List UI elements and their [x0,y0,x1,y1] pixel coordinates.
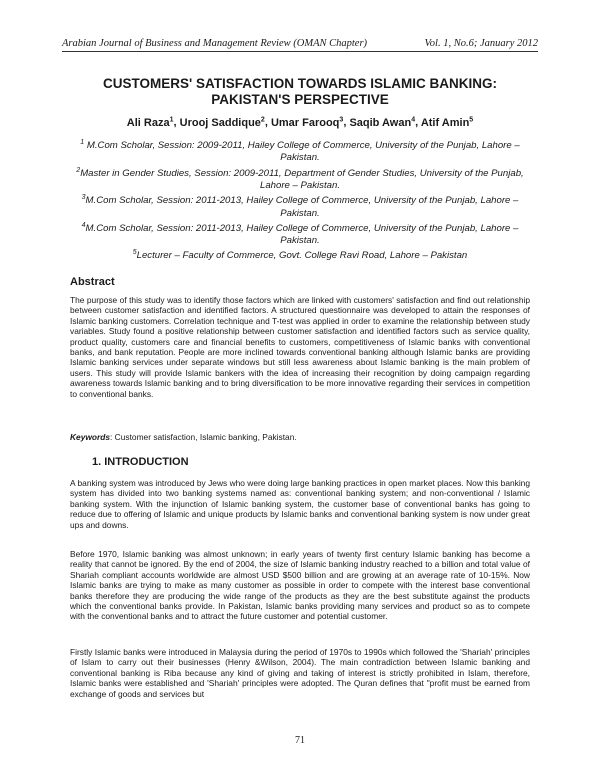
paper-title [62,76,538,108]
author: Umar Farooq$^3$ [270,116,344,129]
volume-info: Vol. 1, No.6; January 2012 [424,38,538,49]
author: Atif Amin$^5$ [420,116,474,129]
affiliation: $^2$Master in Gender Studies, Session: 2009-2011, Department of Gender Studies, University of the Punjab, Lahore – Pakistan. [76,166,524,191]
body-paragraph: A banking system was introduced by Jews who were doing large banking practices in open market places. Now this banking system has divided into two banking systems named as: conventional banking system; and non-conventional / Islamic banking system. With the injunction of Islamic banking system, the customer base of conventional banks has going to reduce due to offering of Islamic and unique products by Islamic banks and conventional banking system is now under great ups and downs. [70,478,530,530]
keywords-label: Keywords [70,432,111,442]
title-line-1: CUSTOMERS' SATISFACTION TOWARDS ISLAMIC BANKING: [103,76,497,91]
affiliation: $^1$ M.Com Scholar, Session: 2009-2011, Hailey College of Commerce, University of the Punjab, Lahore – Pakistan. [80,139,520,164]
author: Urooj Saddique$^2$ [179,116,265,129]
keywords-text: : Customer satisfaction, Islamic banking, Pakistan. [110,432,297,442]
body-paragraph: Before 1970, Islamic banking was almost unknown; in early years of twenty first century Islamic banking has become a reality that cannot be ignored. By the end of 2004, the size of Islamic banking industry reached to a billion and total value of Shariah compliant accounts worldwide are almost USD $500 billion and are growing at an average rate of 10-15%. Now Islamic banks are trying to make as many customer as possible in order to compete with the interest base conventional banks therefore they are producing the wide range of the products as they are the best substitute against the products which the conventional banks provide. In Pakistan, Islamic banks providing many services and product so as to compete with the conventional banks and to attract the future customer and potential customer. [70,549,530,622]
page-number: 71 [295,735,305,746]
author: Saqib Awan$^4$ [349,116,416,129]
title-line-2: PAKISTAN'S PERSPECTIVE [211,92,389,107]
abstract-text: The purpose of this study was to identify those factors which are linked with customers' satisfaction and find out relationship between customer satisfaction and identified factors. A structured questionnaire was developed to attain the responses of Islamic banking customers. Correlation technique and T-test was applied in order to examine the relationship between study variables. Study found a positive relationship between customer satisfaction and identified factors such as service quality, product quality, customers care and financial benefits to customers, competitiveness of Islamic banks with conventional banks, and bank reputation. People are more inclined towards conventional banking although Islamic banks are providing Islamic banking services under separate windows but still less awareness about Islamic banking is the main problem of users. This study will provide Islamic bankers with the idea of increasing their recognition by doing campaign regarding awareness towards Islamic banking and to bring diversification to be more innovative regarding their services in competition to conventional banks. [70,295,530,399]
author: Ali Raza$^1$ [126,116,174,129]
section-heading-introduction: 1. INTRODUCTION [92,456,189,468]
abstract-heading: Abstract [70,276,115,288]
affiliation: $^3$M.Com Scholar, Session: 2011-2013, Hailey College of Commerce, University of the Punjab, Lahore – Pakistan. [81,194,519,219]
affiliation: $^5$Lecturer – Faculty of Commerce, Govt. College Ravi Road, Lahore – Pakistan [132,249,468,262]
author-list: Ali Raza$^1$, Urooj Saddique$^2$, Umar Farooq$^3$, Saqib Awan$^4$, Atif Amin$^5$ [126,116,474,129]
affiliation: $^4$M.Com Scholar, Session: 2011-2013, Hailey College of Commerce, University of the Punjab, Lahore – Pakistan. [81,221,519,247]
keywords [70,432,530,442]
body-paragraph: Firstly Islamic banks were introduced in Malaysia during the period of 1970s to 1990s which followed the 'Shariah' principles of Islam to carry out their businesses (Henry &Wilson, 2004). The main contradiction between Islamic banking and conventional banking is Riba because any kind of giving and taking of interest is strictly prohibited in Islam, therefore, Islamic banks were established and 'Shariah' principles were adopted. The Quran defines that "profit must be earned from exchange of goods and services but [70,647,530,699]
journal-name: Arabian Journal of Business and Management Review (OMAN Chapter) [62,38,368,49]
affiliations [70,137,530,263]
running-header [62,38,538,52]
